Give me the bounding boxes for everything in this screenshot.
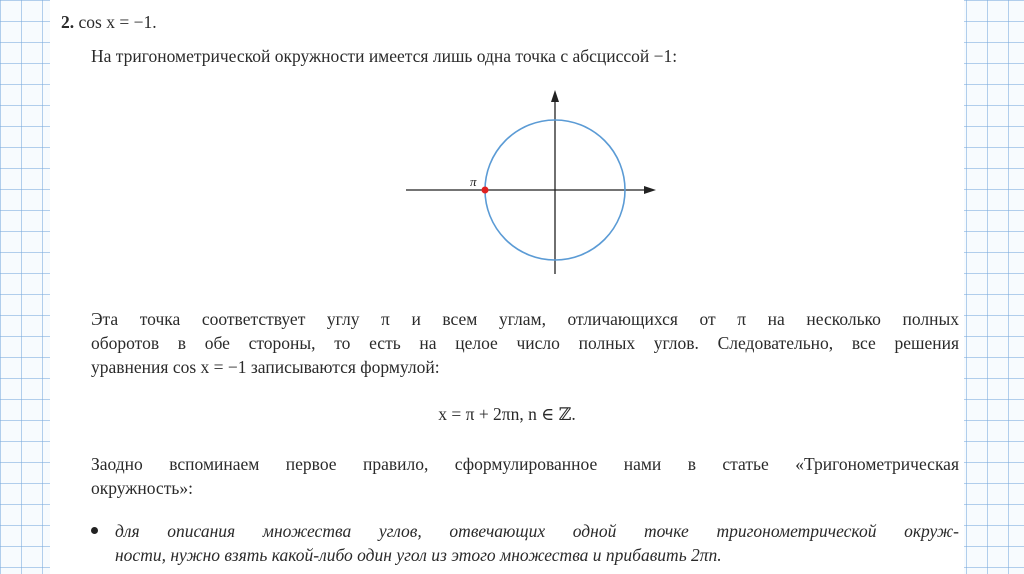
bullet-dot-icon xyxy=(91,527,98,534)
paragraph-2-line: окружность»: xyxy=(91,478,193,498)
solution-formula: x = π + 2πn, n ∈ ℤ. xyxy=(438,404,576,424)
rule-text xyxy=(115,519,959,567)
point-minus-one xyxy=(482,187,489,194)
paragraph-2 xyxy=(91,452,959,500)
point-label: π xyxy=(470,174,477,189)
task-heading xyxy=(61,10,157,34)
task-number: 2. xyxy=(61,12,75,32)
rule-line: ности, нужно взять какой-либо один угол из этого множества и прибавить 2πn. xyxy=(115,545,722,565)
document-page xyxy=(50,0,964,574)
paragraph-1 xyxy=(91,307,959,379)
x-axis-arrow xyxy=(644,186,656,194)
rule-line: для описания множества углов, отвечающих одной точке тригонометрической окруж- xyxy=(115,521,959,541)
y-axis-arrow xyxy=(551,90,559,102)
paragraph-2-line: Заодно вспоминаем первое правило, сформулированное нами в статье «Тригонометрическая xyxy=(91,454,959,474)
paragraph-1-line: Эта точка соответствует углу π и всем углам, отличающихся от π на несколько полных xyxy=(91,309,959,329)
intro-text: На тригонометрической окружности имеется лишь одна точка с абсциссой −1: xyxy=(91,46,678,66)
task-equation: cos x = −1. xyxy=(78,12,157,32)
paragraph-1-line: оборотов в обе стороны, то есть на целое число полных углов. Следовательно, все решения xyxy=(91,333,959,353)
paragraph-1-line: уравнения cos x = −1 записываются формулой: xyxy=(91,357,440,377)
unit-circle-diagram xyxy=(400,86,660,281)
